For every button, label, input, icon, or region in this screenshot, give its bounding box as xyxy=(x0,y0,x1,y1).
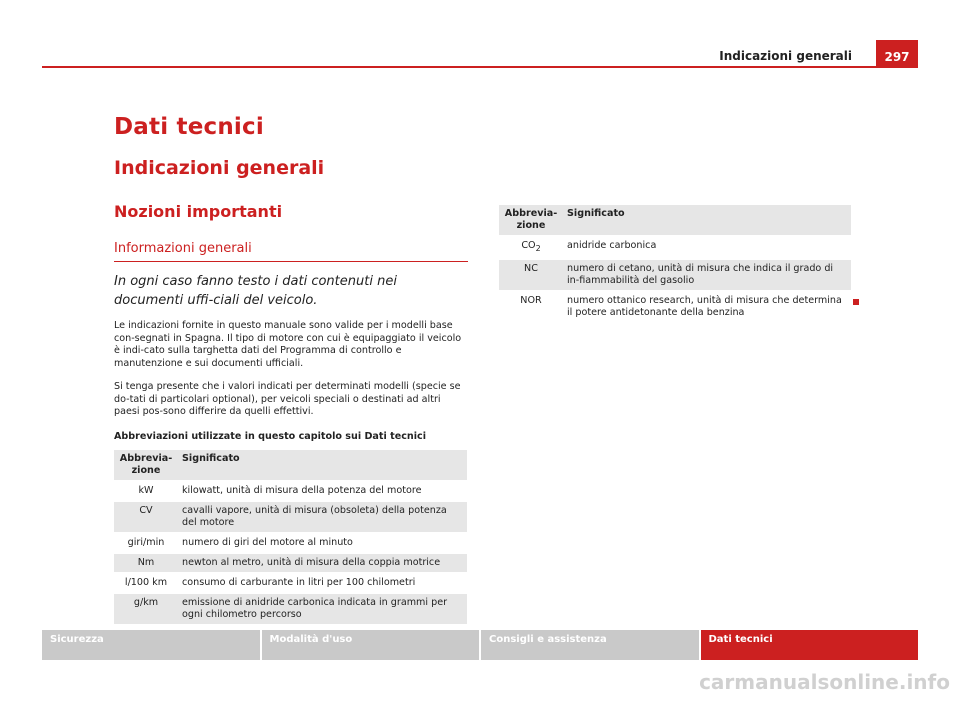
meaning-cell: cavalli vapore, unità di misura (obsoleta) della potenza del motore xyxy=(178,502,467,534)
section-end-marker xyxy=(853,299,859,305)
tab-modalita-duso[interactable]: Modalità d'uso xyxy=(262,630,480,660)
table-header-abbr: Abbrevia-zione xyxy=(114,450,178,482)
abbr-cell: NOR xyxy=(499,292,563,324)
lead-paragraph: In ogni caso fanno testo i dati contenuti nei documenti uffi-ciali del veicolo. xyxy=(114,274,397,308)
table-row xyxy=(114,574,467,594)
watermark: carmanualsonline.info xyxy=(699,670,950,694)
table-row xyxy=(114,594,467,626)
abbr-cell xyxy=(499,237,563,260)
page-number-badge: 297 xyxy=(876,40,918,67)
abbreviations-table-1 xyxy=(114,450,467,626)
meaning-cell: numero di cetano, unità di misura che indica il grado di in-fiammabilità del gasolio xyxy=(563,260,851,292)
meaning-cell: numero ottanico research, unità di misura che determina il potere antidetonante della benzina xyxy=(563,292,851,324)
body-paragraph-1: Le indicazioni fornite in questo manuale sono valide per i modelli base con-segnati in Spagna. Il tipo di motore con cui è equipaggiato il veicolo è indi-cato sulla targhetta dati del Programma di controllo e manutenzione e sui documenti ufficiali. xyxy=(114,320,462,369)
subsection-title: Nozioni importanti xyxy=(114,202,283,221)
abbr-cell: giri/min xyxy=(114,534,178,554)
meaning-cell: numero di giri del motore al minuto xyxy=(178,534,467,554)
table-header-meaning: Significato xyxy=(178,450,467,482)
abbr-text: CO xyxy=(521,240,536,251)
meaning-cell: consumo di carburante in litri per 100 chilometri xyxy=(178,574,467,594)
table-row xyxy=(499,260,851,292)
meaning-cell: kilowatt, unità di misura della potenza del motore xyxy=(178,482,467,502)
table-header-meaning: Significato xyxy=(563,205,851,237)
tab-consigli-e-assistenza[interactable]: Consigli e assistenza xyxy=(481,630,699,660)
abbreviations-table-2 xyxy=(499,205,851,324)
abbr-cell: kW xyxy=(114,482,178,502)
abbr-cell: l/100 km xyxy=(114,574,178,594)
table-row xyxy=(114,534,467,554)
table-row xyxy=(114,482,467,502)
table-row xyxy=(114,502,467,534)
subsubsection-rule xyxy=(114,261,468,262)
table-caption: Abbreviazioni utilizzate in questo capitolo sui Dati tecnici xyxy=(114,431,426,442)
table-row xyxy=(499,237,851,260)
abbr-subscript: 2 xyxy=(535,243,541,253)
table-header-abbr: Abbrevia-zione xyxy=(499,205,563,237)
section-title: Indicazioni generali xyxy=(114,157,325,179)
tab-dati-tecnici[interactable]: Dati tecnici xyxy=(701,630,919,660)
meaning-cell: emissione di anidride carbonica indicata in grammi per ogni chilometro percorso xyxy=(178,594,467,626)
meaning-cell: newton al metro, unità di misura della coppia motrice xyxy=(178,554,467,574)
abbr-cell: g/km xyxy=(114,594,178,626)
footer-nav xyxy=(42,630,918,660)
abbr-cell: CV xyxy=(114,502,178,534)
header-rule xyxy=(42,66,918,68)
tab-sicurezza[interactable]: Sicurezza xyxy=(42,630,260,660)
subsubsection-title: Informazioni generali xyxy=(114,241,252,256)
running-header-title: Indicazioni generali xyxy=(719,49,852,63)
meaning-cell: anidride carbonica xyxy=(563,237,851,260)
abbr-cell: NC xyxy=(499,260,563,292)
body-paragraph-2: Si tenga presente che i valori indicati per determinati modelli (specie se do-tati di particolari optional), per veicoli speciali o destinati ad altri paesi pos-sono differire da quelli effettivi. xyxy=(114,381,461,417)
table-row xyxy=(499,292,851,324)
table-row xyxy=(114,554,467,574)
chapter-title: Dati tecnici xyxy=(114,114,264,140)
abbr-cell: Nm xyxy=(114,554,178,574)
